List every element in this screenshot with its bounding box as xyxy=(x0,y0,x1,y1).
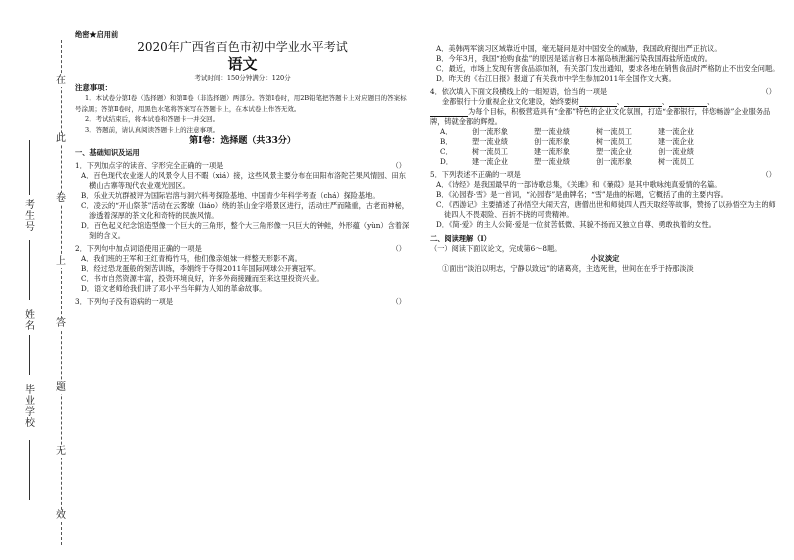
question-4 xyxy=(430,87,780,167)
exam-title: 2020年广西省百色市初中学业水平考试 xyxy=(137,40,348,54)
option-cell: 创一流形象 xyxy=(472,127,508,136)
option: B．经过恐龙蛋般的刻苦训练，李娟终于夺得2011年国际网球公开赛冠军。 xyxy=(81,264,321,273)
option-cell: 塑一流业绩 xyxy=(534,127,570,136)
option: C．《西游记》主要描述了孙悟空大闹天宫，唐僧出世和师徒四人西天取经等故事，赞扬了以孙悟空为主的师徒四人不畏艰险、百折不挠的可贵精神。 xyxy=(436,200,776,219)
binding-line xyxy=(61,40,62,545)
option-cell: 创一流业绩 xyxy=(658,147,694,156)
option: D．《简·爱》的主人公简·爱是一位贫苦低微、其貌不扬而又独立自尊、勇敢执着的女性。 xyxy=(436,220,716,229)
binding-char: 效 xyxy=(50,510,72,522)
exam-subject: 语文 xyxy=(227,55,258,73)
passage-text: 为每个目标，积极营造具有“金都”特色的企业文化氛围，打造“金都银行，伴您畅游”企业服务品牌，铸就金都的辉煌。 xyxy=(430,107,771,126)
option: B．今年3月，我国“抢购食盐”的原因是谣言称日本福岛核泄漏污染我国海盐所造成的。 xyxy=(436,54,712,63)
option-cell: 塑一流业绩 xyxy=(472,137,508,146)
option-cell: 树一流员工 xyxy=(658,157,694,166)
option-letter: C． xyxy=(440,147,453,156)
binding-char: 无 xyxy=(50,446,72,458)
note-item: 3．答题前，请认真阅读答题卡上的注意事项。 xyxy=(85,125,220,134)
option-row xyxy=(430,127,780,137)
binding-char: 题 xyxy=(50,382,72,394)
option-cell: 创一流形象 xyxy=(534,137,570,146)
option-cell: 塑一流企业 xyxy=(596,147,632,156)
option: C．书市自然资源丰富，投资环境良好，许多外商接踵而至来这里投资兴业。 xyxy=(81,274,324,283)
option: D．语文老师给我们讲了邓小平当年鲜为人知的革命故事。 xyxy=(81,284,267,293)
blank-line xyxy=(430,108,468,117)
option-cell: 创一流形象 xyxy=(596,157,632,166)
option: A．美韩两军演习区域靠近中国，毫无疑问是对中国安全的威胁，我国政府提出严正抗议。 xyxy=(436,44,722,53)
option-row xyxy=(430,157,780,167)
option-letter: B． xyxy=(440,137,453,146)
passage-text: 金都银行十分重视企业文化建设，始终要树 xyxy=(442,97,579,106)
option: A．《诗经》是我国最早的一部诗歌总集，《关雎》和《蒹葭》是其中歌咏纯真爱情的名篇。 xyxy=(436,180,722,189)
binding-char: 答 xyxy=(50,318,72,330)
question-3 xyxy=(75,297,410,307)
question-stem: 2．下列句中加点词语使用正确的一项是 xyxy=(75,244,202,253)
question-stem: 1．下列加点字的读音、字形完全正确的一项是 xyxy=(75,161,224,170)
section-heading: 一、基础知识及运用 xyxy=(75,148,140,157)
examinee-number-blank xyxy=(29,140,30,195)
passage-line: 金都银行十分重视企业文化建设，始终要树 、 、 、 xyxy=(442,97,715,106)
field-label-school: 毕业学校 xyxy=(25,385,35,429)
field-label-examinee-number: 考生号 xyxy=(25,200,35,233)
name-blank xyxy=(29,335,30,375)
exam-info: 考试时间：150分钟满分：120分 xyxy=(194,74,291,82)
question-2 xyxy=(75,244,410,294)
option: A．我们班的王军和王红青梅竹马，他们像亲姐妹一样整天形影不离。 xyxy=(81,254,302,263)
blank-line xyxy=(579,98,617,107)
option-cell: 树一流员工 xyxy=(472,147,508,156)
option-cell: 建一流企业 xyxy=(658,127,694,136)
part-one-heading: 第Ⅰ卷：选择题（共33分） xyxy=(189,136,296,146)
question-5 xyxy=(430,170,780,230)
examinee-number-blank-lower xyxy=(29,240,30,300)
binding-char: 上 xyxy=(50,256,72,268)
option: D．百色起义纪念馆造型像一个巨大的三角形，整个大三角形像一只巨大的钟鲑，外形蕴（yùn）含着深刻的含义。 xyxy=(81,221,410,240)
option: C．凌云的“开山祭茶”活动在云雾缭（liáo）绕的茶山金字塔景区进行，活动庄严而隆重，古老而神秘，渗透着深厚的茶文化和奇特的民族风情。 xyxy=(81,201,409,220)
question-1 xyxy=(75,161,410,241)
binding-char: 在 xyxy=(50,75,72,87)
passage-line xyxy=(430,107,780,127)
option-cell: 建一流形象 xyxy=(534,147,570,156)
school-blank xyxy=(29,440,30,500)
answer-paren: （） xyxy=(391,244,406,253)
option: D．昨天的《右江日报》报道了有关我市中学生参加2011年全国作文大赛。 xyxy=(436,74,676,83)
question-stem: 3．下列句子没有语病的一项是 xyxy=(75,297,174,306)
option: B．乐业天坑群被评为国际岩溶与洞穴科考探险基地、中国青少年科学考查（chá）探险基地。 xyxy=(81,191,380,200)
answer-paren: （） xyxy=(391,297,406,306)
note-item: 1．本试卷分第Ⅰ卷（选择题）和第Ⅱ卷（非选择题）两部分。答第Ⅰ卷时，用2B铅笔把答题卡上对应题目的答案标号涂黑；答第Ⅱ卷时，用黑色水笔将答案写在答题卡上，在本试卷上作答无效。 xyxy=(75,94,407,113)
option-letter: A． xyxy=(440,127,453,136)
option-letter: D． xyxy=(440,157,453,166)
option-cell: 树一流员工 xyxy=(596,137,632,146)
option-cell: 塑一流业绩 xyxy=(534,157,570,166)
binding-char: 此 xyxy=(50,133,72,145)
option-row xyxy=(430,147,780,157)
notes-heading: 注意事项： xyxy=(75,83,112,92)
option: C．最近，市场上发现有害食品添加剂，有关部门发出通知，要求各地在销售食品时严格防止不出安全问题。 xyxy=(436,64,780,73)
secret-mark: 绝密★启用前 xyxy=(75,30,119,39)
option: B．《沁园春·雪》是一首词，“沁园春”是曲牌名；“雪”是曲的标题，它概括了曲的主要内容。 xyxy=(436,190,728,199)
blank-line xyxy=(624,98,662,107)
question-stem: 5．下列表述不正确的一项是 xyxy=(430,170,521,179)
answer-paren: （） xyxy=(761,170,776,179)
blank-line xyxy=(669,98,707,107)
question-stem: 4．依次填入下面文段横线上的一组短语，恰当的一项是 xyxy=(430,87,608,96)
answer-paren: （） xyxy=(391,161,406,170)
left-column xyxy=(75,30,410,307)
field-label-name: 姓名 xyxy=(25,310,35,332)
option-cell: 建一流企业 xyxy=(658,137,694,146)
essay-title: 小议淡定 xyxy=(590,254,620,263)
subsection-heading: （一）阅读下面议论文，完成第6～8题。 xyxy=(430,244,562,253)
binding-char: 卷 xyxy=(50,193,72,205)
option-cell: 树一流员工 xyxy=(596,127,632,136)
right-column xyxy=(430,44,780,274)
note-item: 2．考试结束后，将本试卷和答题卡一并交回。 xyxy=(85,115,220,123)
answer-paren: （） xyxy=(761,87,776,96)
option-cell: 建一流企业 xyxy=(472,157,508,166)
option-row xyxy=(430,137,780,147)
section-heading: 二、阅读理解（Ⅰ） xyxy=(430,234,491,243)
essay-paragraph: ①面出“淡泊以明志，宁静以致远”的诸葛亮，主选死世，世间在在乎于持那淡淡 xyxy=(442,264,694,273)
option: A．百色现代农业迷人的风景令人目不暇（xiá）接，这些风景主要分布在田阳布洛陀芒果风情园、田东横山古寨等现代农业观光园区。 xyxy=(81,171,406,190)
